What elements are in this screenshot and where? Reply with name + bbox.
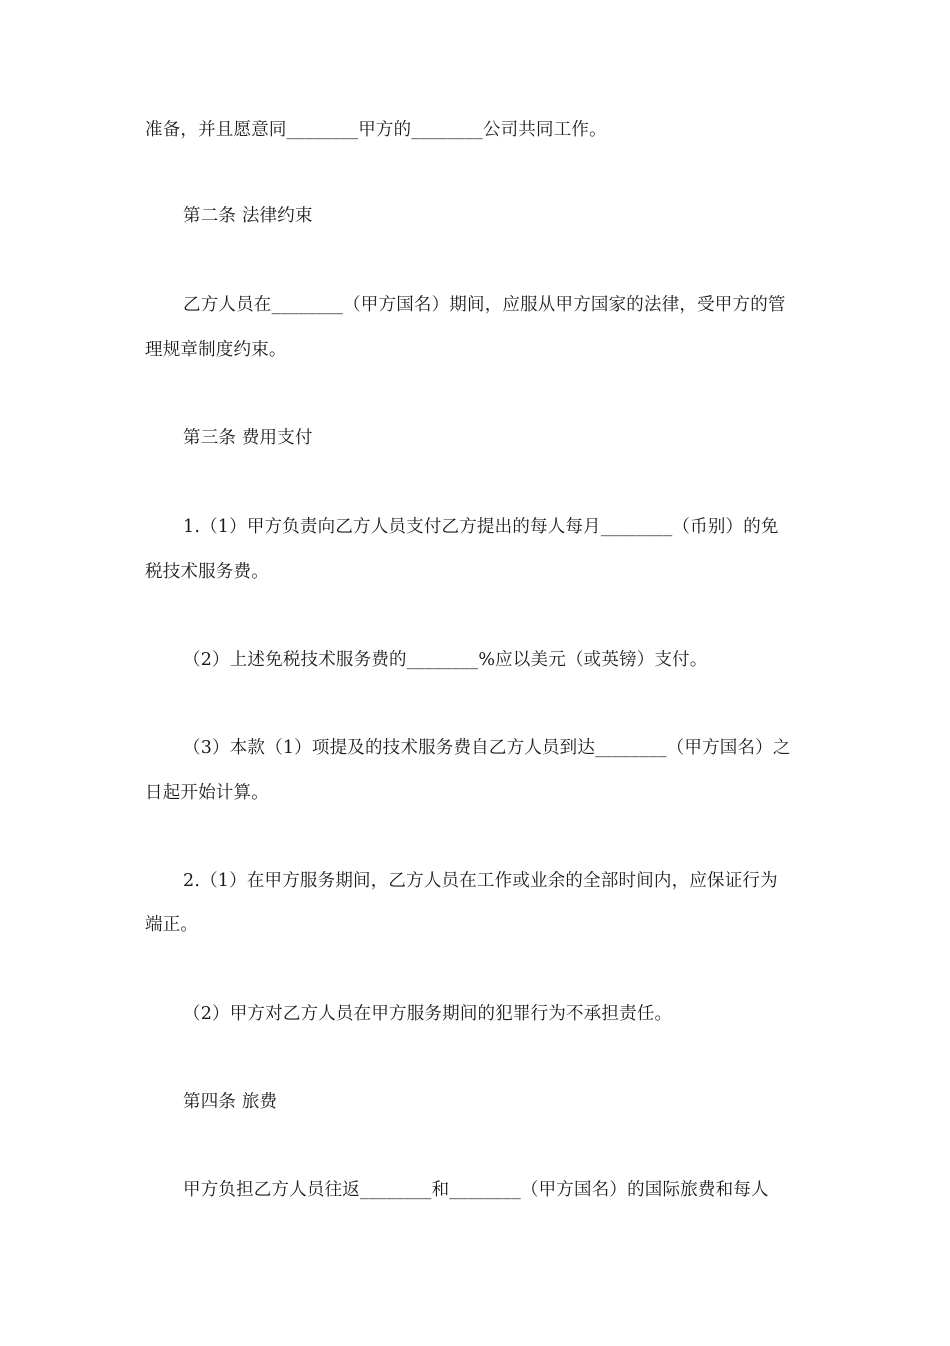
clause-1-2: （2）上述免税技术服务费的________%应以美元（或英镑）支付。 — [183, 650, 708, 670]
clause-2-1-line-1: 2.（1）在甲方服务期间，乙方人员在工作或业余的全部时间内，应保证行为 — [183, 871, 778, 891]
article-2-paragraph-line-2: 理规章制度约束。 — [145, 340, 287, 360]
clause-2-2: （2）甲方对乙方人员在甲方服务期间的犯罪行为不承担责任。 — [183, 1004, 673, 1024]
article-4-paragraph-line-1: 甲方负担乙方人员往返________和________（甲方国名）的国际旅费和每人 — [183, 1180, 769, 1200]
paragraph-continuation: 准备，并且愿意同________甲方的________公司共同工作。 — [145, 120, 607, 140]
clause-1-3-line-2: 日起开始计算。 — [145, 783, 269, 803]
article-4-heading: 第四条 旅费 — [183, 1092, 278, 1112]
clause-1-1-line-1: 1.（1）甲方负责向乙方人员支付乙方提出的每人每月________（币别）的免 — [183, 517, 779, 537]
clause-1-1-line-2: 税技术服务费。 — [145, 562, 269, 582]
article-2-heading: 第二条 法律约束 — [183, 206, 313, 226]
article-2-paragraph-line-1: 乙方人员在________（甲方国名）期间，应服从甲方国家的法律，受甲方的管 — [183, 295, 786, 315]
article-3-heading: 第三条 费用支付 — [183, 428, 313, 448]
clause-1-3-line-1: （3）本款（1）项提及的技术服务费自乙方人员到达________（甲方国名）之 — [183, 738, 791, 758]
clause-2-1-line-2: 端正。 — [145, 915, 199, 935]
